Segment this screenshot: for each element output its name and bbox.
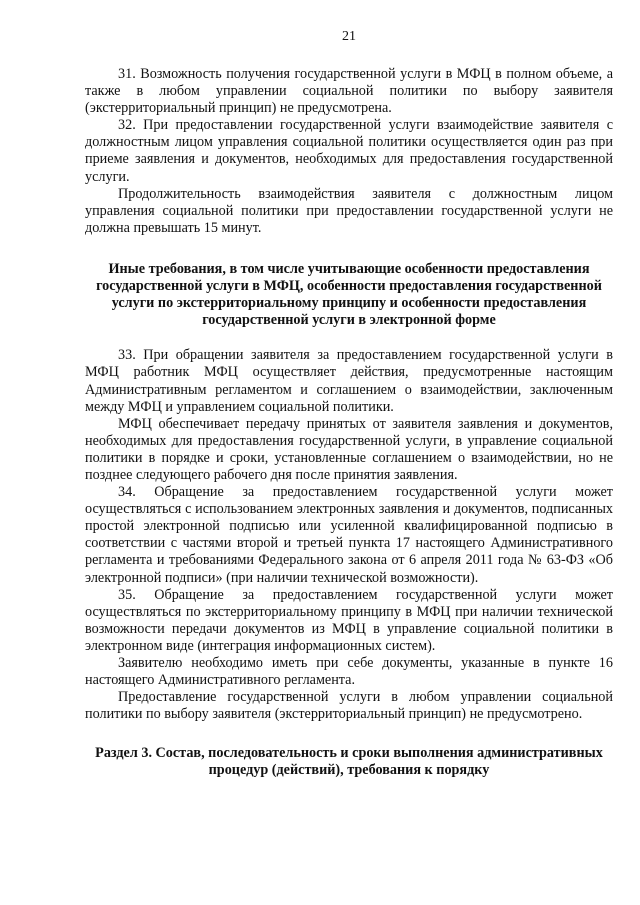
heading-other-requirements: Иные требования, в том числе учитывающие особенности предоставления государственной услуги в МФЦ, особенности предоставления государственной услуги по экстерриториальному принципу и особенности предоставления государственной услуги в электронной форме	[96, 260, 602, 329]
paragraph-32: 32. При предоставлении государственной услуги взаимодействие заявителя с должностным лицом управления социальной политики осуществляется один раз при приеме заявления и документов, необходимых для предоставления государственной услуги.	[85, 117, 613, 185]
document-page	[85, 28, 613, 780]
paragraph-33: 33. При обращении заявителя за предоставлением государственной услуги в МФЦ работник МФЦ осуществляет действия, предусмотренные настоящим Административным регламентом и соглашением о взаимодействии, заключенным между МФЦ и управлением социальной политики.	[85, 347, 613, 415]
paragraph-mfc-transfer: МФЦ обеспечивает передачу принятых от заявителя заявления и документов, необходимых для предоставления государственной услуги, в управление социальной политики в порядке и сроки, установленные соглашением о взаимодействии, но не позднее следующего рабочего дня после принятия заявления.	[85, 415, 613, 483]
paragraph-extraterritorial: Предоставление государственной услуги в любом управлении социальной политики по выбору заявителя (экстерриториальный принцип) не предусмотрено.	[85, 689, 613, 723]
paragraph-34: 34. Обращение за предоставлением государственной услуги может осуществляться с использованием электронных заявления и документов, подписанных простой электронной подписью или усиленной квалифицированной подписью в соответствии с частями второй и третьей пункта 17 настоящего Административного регламента и требованиями Федерального закона от 6 апреля 2011 года № 63-ФЗ «Об электронной подписи» (при наличии технической возможности).	[85, 484, 613, 586]
paragraph-31: 31. Возможность получения государственной услуги в МФЦ в полном объеме, а также в любом управлении социальной политики по выбору заявителя (экстерриториальный принцип) не предусмотрена.	[85, 66, 613, 117]
paragraph-interaction-duration: Продолжительность взаимодействия заявителя с должностным лицом управления социальной политики при предоставлении государственной услуги не должна превышать 15 минут.	[85, 185, 613, 236]
heading-section-3: Раздел 3. Состав, последовательность и сроки выполнения административных процедур (действий), требования к порядку	[95, 745, 603, 779]
page-number: 21	[342, 29, 356, 44]
paragraph-documents-required: Заявителю необходимо иметь при себе документы, указанные в пункте 16 настоящего Административного регламента.	[85, 655, 613, 689]
paragraph-35: 35. Обращение за предоставлением государственной услуги может осуществляться по экстерриториальному принципу в МФЦ при наличии технической возможности передачи документов из МФЦ в управление социальной политики в электронном виде (интеграция информационных систем).	[85, 586, 613, 654]
